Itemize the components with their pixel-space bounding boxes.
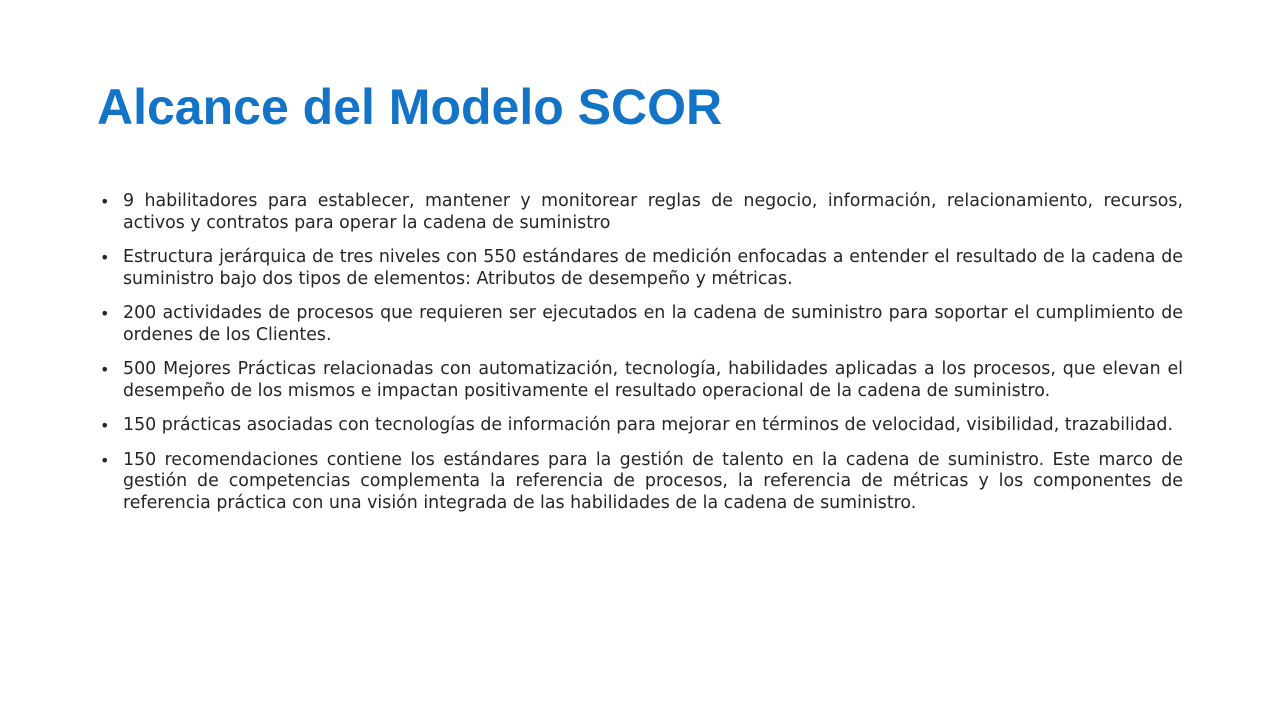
list-item	[99, 303, 1183, 346]
bullet-text: 9 habilitadores para establecer, mantener y monitorear reglas de negocio, información, relacionamiento, recursos, activos y contratos para operar la cadena de suministro	[123, 191, 1183, 233]
bullet-text: 150 recomendaciones contiene los estándares para la gestión de talento en la cadena de suministro. Este marco de gestión de competencias complementa la referencia de procesos, la referencia de métricas y los componentes de referencia práctica con una visión integrada de las habilidades de la cadena de suministro.	[123, 449, 1183, 513]
bullet-text: 150 prácticas asociadas con tecnologías de información para mejorar en términos de velocidad, visibilidad, trazabilidad.	[123, 415, 1173, 435]
slide-title: Alcance del Modelo SCOR	[97, 79, 723, 135]
list-item	[99, 359, 1183, 402]
bullet-text: 200 actividades de procesos que requieren ser ejecutados en la cadena de suministro para soportar el cumplimiento de ordenes de los Clientes.	[123, 303, 1183, 345]
list-item	[99, 415, 1183, 437]
bullet-icon: •	[100, 360, 110, 379]
list-item	[99, 191, 1183, 234]
bullet-icon: •	[100, 416, 110, 435]
bullet-icon: •	[100, 450, 110, 470]
bullet-text: Estructura jerárquica de tres niveles con 550 estándares de medición enfocadas a entender el resultado de la cadena de suministro bajo dos tipos de elementos: Atributos de desempeño y métricas.	[123, 247, 1183, 289]
bullet-icon: •	[100, 192, 110, 211]
bullet-icon: •	[100, 304, 110, 323]
bullet-list	[99, 191, 1183, 527]
bullet-icon: •	[100, 248, 110, 267]
list-item	[99, 247, 1183, 290]
list-item	[99, 450, 1183, 515]
bullet-text: 500 Mejores Prácticas relacionadas con automatización, tecnología, habilidades aplicadas a los procesos, que elevan el desempeño de los mismos e impactan positivamente el resultado operacional de la cadena de suministro.	[123, 359, 1183, 401]
